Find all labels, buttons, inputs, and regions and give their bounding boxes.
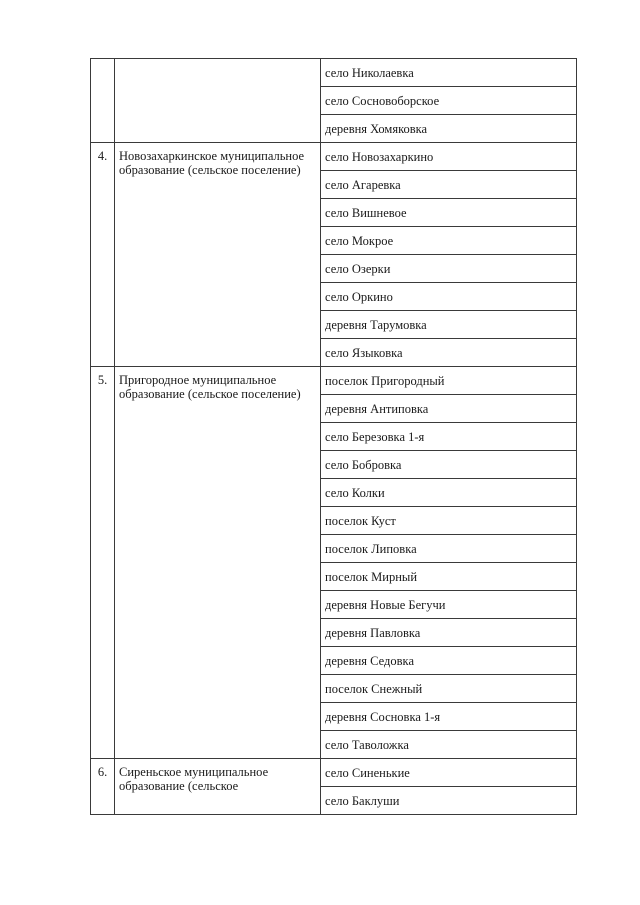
settlement-name: поселок Снежный [321, 675, 577, 703]
settlement-name: село Оркино [321, 283, 577, 311]
table-row [91, 759, 577, 787]
municipality-name: Сиреньское муниципальное образование (сельское [115, 759, 321, 815]
row-number [91, 59, 115, 143]
settlement-name: село Баклуши [321, 787, 577, 815]
settlement-name: поселок Липовка [321, 535, 577, 563]
settlement-name: село Агаревка [321, 171, 577, 199]
settlement-name: село Озерки [321, 255, 577, 283]
municipality-name: Новозахаркинское муниципальное образование (сельское поселение) [115, 143, 321, 367]
municipality-name [115, 59, 321, 143]
row-number: 5. [91, 367, 115, 759]
settlement-name: село Таволожка [321, 731, 577, 759]
settlement-name: деревня Тарумовка [321, 311, 577, 339]
settlement-name: поселок Куст [321, 507, 577, 535]
settlement-name: поселок Пригородный [321, 367, 577, 395]
settlement-name: село Николаевка [321, 59, 577, 87]
settlements-table [90, 58, 577, 815]
settlement-name: деревня Антиповка [321, 395, 577, 423]
table-body [91, 59, 577, 815]
settlement-name: деревня Павловка [321, 619, 577, 647]
row-number: 6. [91, 759, 115, 815]
settlement-name: село Новозахаркино [321, 143, 577, 171]
settlement-name: поселок Мирный [321, 563, 577, 591]
table-row [91, 59, 577, 87]
settlement-name: деревня Новые Бегучи [321, 591, 577, 619]
settlement-name: село Синенькие [321, 759, 577, 787]
table-row [91, 143, 577, 171]
settlement-name: село Языковка [321, 339, 577, 367]
settlement-name: село Березовка 1-я [321, 423, 577, 451]
settlement-name: деревня Хомяковка [321, 115, 577, 143]
municipality-name: Пригородное муниципальное образование (сельское поселение) [115, 367, 321, 759]
settlement-name: село Колки [321, 479, 577, 507]
table-row [91, 367, 577, 395]
settlement-name: село Мокрое [321, 227, 577, 255]
row-number: 4. [91, 143, 115, 367]
settlement-name: деревня Седовка [321, 647, 577, 675]
settlement-name: деревня Сосновка 1-я [321, 703, 577, 731]
settlement-name: село Сосновоборское [321, 87, 577, 115]
settlement-name: село Вишневое [321, 199, 577, 227]
settlement-name: село Бобровка [321, 451, 577, 479]
